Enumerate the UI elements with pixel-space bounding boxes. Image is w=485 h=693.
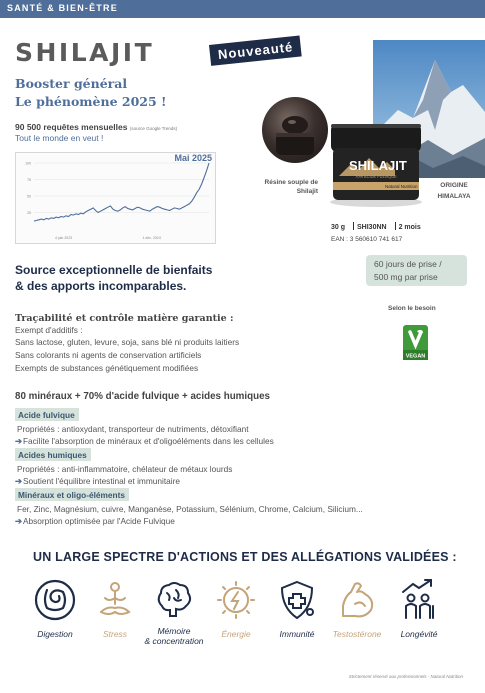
- tag-humic-acids: Acides humiques: [15, 448, 91, 461]
- resin-label: Résine souple de Shilajit: [264, 179, 318, 195]
- origin-label-line2: HIMALAYA: [437, 193, 471, 200]
- vegan-label: VEGAN: [405, 353, 426, 360]
- dosage-line2: 500 mg par prise: [374, 271, 438, 282]
- chart-peak-label: Mai 2025: [174, 153, 212, 163]
- chart-x-tick-label: 4 juin 2023: [55, 236, 73, 240]
- fulvic-properties: Propriétés : antioxydant, transporteur de nutriments, détoxifiant: [17, 424, 249, 434]
- arrow-icon: ➔: [15, 436, 22, 446]
- fulvic-benefit: [15, 436, 274, 446]
- requests-source: (source Google Trends): [129, 126, 178, 131]
- monthly-requests: [15, 122, 177, 132]
- arrow-icon: ➔: [15, 516, 22, 526]
- dosage-box: [366, 255, 467, 286]
- meditation-icon: [93, 578, 137, 622]
- fulvic-benefit-text: Facilite l'absorption de minéraux et d'oligoéléments dans les cellules: [22, 436, 274, 446]
- resin-image: [262, 97, 328, 163]
- chart-y-tick-label: 50: [27, 194, 31, 199]
- traceability-title: Traçabilité et contrôle matière garantie :: [15, 313, 234, 324]
- action-label-testosterone: Testostérone: [332, 629, 382, 639]
- action-label-energy: Énergie: [221, 629, 251, 639]
- brain-icon: [152, 578, 196, 622]
- tag-minerals: Minéraux et oligo-éléments: [15, 488, 129, 501]
- new-badge: Nouveauté: [209, 35, 302, 65]
- immunity-shield-icon: [275, 578, 319, 622]
- action-label-stress: Stress: [102, 629, 128, 639]
- requests-count: 90 500 requêtes mensuelles: [15, 122, 128, 132]
- chart-y-tick-label: 100: [25, 161, 31, 166]
- category-label: SANTÉ & BIEN-ÊTRE: [7, 3, 118, 13]
- memory-line1: Mémoire: [157, 626, 191, 636]
- everyone-wants-it: Tout le monde en veut !: [15, 133, 104, 143]
- traceability-line: Exempts de substances génétiquement modifiées: [15, 363, 199, 373]
- elderly-couple-icon: [397, 578, 441, 622]
- as-needed-label: Selon le besoin: [388, 305, 436, 312]
- source-line1: Source exceptionnelle de bienfaits: [15, 263, 213, 277]
- jar-subtitle: 70% ACIDE FULVIQUE: [355, 174, 397, 179]
- humic-benefit-text: Soutient l'équilibre intestinal et immunitaire: [22, 476, 180, 486]
- traceability-line: Sans colorants ni agents de conservation artificiels: [15, 350, 202, 360]
- ean-code: EAN : 3 560610 741 617: [331, 236, 403, 243]
- origin-label-line1: ORIGINE: [440, 182, 468, 189]
- trends-chart-svg: [16, 153, 215, 243]
- chart-y-tick-label: 75: [27, 178, 31, 182]
- product-title: SHILAJIT: [15, 38, 155, 67]
- chart-x-tick-label: 1 déc. 2024: [142, 236, 161, 240]
- minerals-benefit: [15, 516, 175, 526]
- jar-band-text: Natural Nutrition: [385, 184, 418, 189]
- spec-reference: SHI30NN: [357, 224, 387, 231]
- muscle-arm-icon: [335, 578, 379, 622]
- origin-label: [425, 180, 483, 202]
- product-specs: [331, 222, 429, 231]
- arrow-icon: ➔: [15, 476, 22, 486]
- dosage-line1: 60 jours de prise /: [374, 259, 442, 269]
- composition-title: 80 minéraux + 70% d'acide fulvique + acides humiques: [15, 391, 270, 402]
- action-label-longevity: Longévité: [400, 629, 438, 639]
- tag-fulvic-acid: Acide fulvique: [15, 408, 79, 421]
- traceability-line: Exempt d'additifs :: [15, 325, 83, 335]
- vegan-icon: [403, 325, 428, 360]
- minerals-benefit-text: Absorption optimisée par l'Acide Fulvique: [22, 516, 175, 526]
- energy-icon: [214, 578, 258, 622]
- source-headline: [15, 263, 212, 294]
- minerals-list: Fer, Zinc, Magnésium, cuivre, Manganèse, Potassium, Sélénium, Chrome, Calcium, Silicium...: [17, 504, 363, 514]
- humic-benefit: [15, 476, 180, 486]
- source-line2: & des apports incomparables.: [15, 278, 187, 293]
- spec-weight: 30 g: [331, 224, 346, 231]
- spec-duration: 2 mois: [398, 224, 421, 231]
- traceability-line: Sans lactose, gluten, levure, soja, sans blé ni produits laitiers: [15, 337, 240, 347]
- footer-note: Strictement réservé aux professionnels - Natural Nutrition: [348, 674, 463, 679]
- tagline-booster: Booster général: [15, 76, 128, 91]
- trends-chart: [15, 152, 216, 244]
- category-banner: [0, 0, 485, 18]
- action-label-digestion: Digestion: [37, 629, 73, 639]
- humic-properties: Propriétés : anti-inflammatoire, chélateur de métaux lourds: [17, 464, 233, 474]
- product-jar-image: [325, 118, 427, 208]
- action-label-memory: [136, 626, 212, 646]
- jar-brand: SHILAJIT: [349, 158, 407, 173]
- digestion-icon: [33, 578, 77, 622]
- chart-y-tick-label: 25: [27, 211, 31, 215]
- actions-title: UN LARGE SPECTRE D'ACTIONS ET DES ALLÉGATIONS VALIDÉES :: [33, 550, 457, 564]
- memory-line2: & concentration: [144, 636, 204, 646]
- tagline-phenomenon: Le phénomène 2025 !: [15, 94, 167, 109]
- action-label-immunity: Immunité: [279, 629, 315, 639]
